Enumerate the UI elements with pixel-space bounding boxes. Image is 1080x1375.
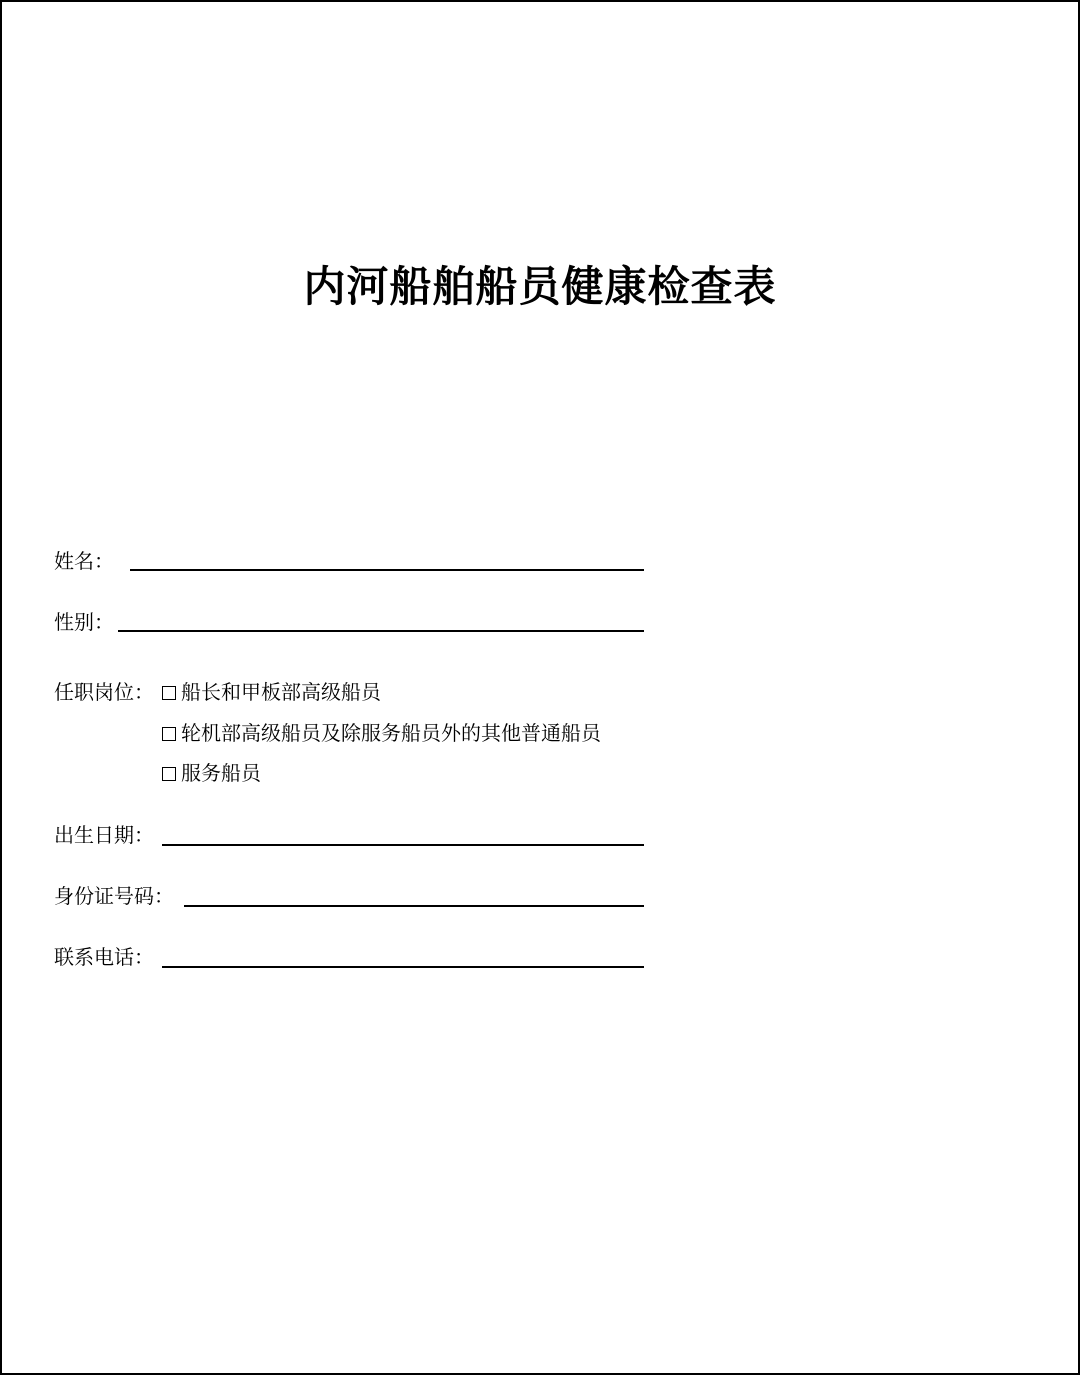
gender-label: 性别：	[54, 610, 114, 634]
position-label: 任职岗位：	[54, 680, 154, 704]
birth-date-label: 出生日期：	[54, 823, 154, 847]
position-option-label: 船长和甲板部高级船员	[181, 680, 381, 704]
phone-input-line[interactable]	[162, 966, 644, 968]
phone-label: 联系电话：	[54, 945, 154, 969]
checkbox-icon[interactable]	[162, 686, 176, 700]
position-option-label: 服务船员	[181, 761, 261, 785]
name-label: 姓名：	[54, 549, 114, 573]
position-option-service[interactable]	[162, 759, 261, 787]
checkbox-icon[interactable]	[162, 767, 176, 781]
id-number-label: 身份证号码：	[54, 884, 174, 908]
checkbox-icon[interactable]	[162, 727, 176, 741]
position-option-label: 轮机部高级船员及除服务船员外的其他普通船员	[181, 721, 601, 745]
position-option-captain[interactable]	[162, 678, 381, 706]
id-number-input-line[interactable]	[184, 905, 644, 907]
gender-input-line[interactable]	[118, 630, 644, 632]
name-input-line[interactable]	[130, 569, 644, 571]
birth-date-input-line[interactable]	[162, 844, 644, 846]
page-title: 内河船舶船员健康检查表	[303, 262, 777, 311]
position-option-engine[interactable]	[162, 719, 601, 747]
